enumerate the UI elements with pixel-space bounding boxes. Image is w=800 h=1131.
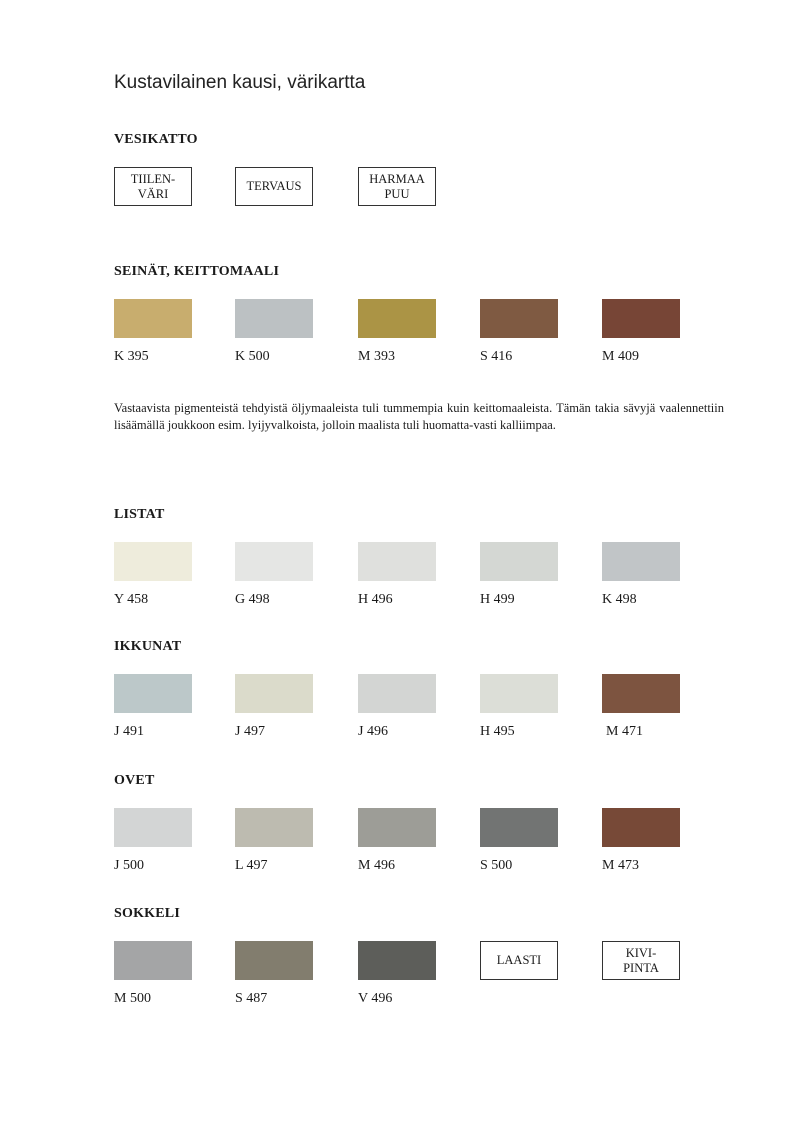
label-box: LAASTI [480,941,558,980]
vesikatto-item-tervaus [235,167,313,206]
color-chip [602,542,680,608]
vesikatto-row [114,167,694,237]
color-code: K 395 [114,349,149,364]
color-code: K 500 [235,349,270,364]
color-swatch [114,674,192,713]
color-chip [114,941,192,1007]
color-code: J 497 [235,724,265,739]
label-box: KIVI- PINTA [602,941,680,980]
color-code: M 500 [114,991,151,1006]
color-chip [358,941,436,1007]
color-chip [235,941,313,1007]
ovet-row [114,808,694,878]
color-code: J 496 [358,724,388,739]
color-code: S 416 [480,349,513,364]
section-heading-seinat: SEINÄT, KEITTOMAALI [114,264,280,279]
color-code: H 495 [480,724,515,739]
color-code: J 500 [114,858,144,873]
color-swatch [602,542,680,581]
color-chip [114,808,192,874]
color-chip [114,674,192,740]
color-swatch [480,299,558,338]
page-title: Kustavilainen kausi, värikartta [114,72,366,93]
color-code: S 487 [235,991,268,1006]
color-swatch [114,941,192,980]
section-heading-listat: LISTAT [114,507,165,522]
color-code: M 393 [358,349,395,364]
color-chip [235,808,313,874]
color-swatch [235,674,313,713]
color-swatch [114,808,192,847]
section-heading-vesikatto: VESIKATTO [114,132,198,147]
ikkunat-row [114,674,694,744]
sokkeli-row [114,941,694,1011]
color-chip [480,542,558,608]
vesikatto-item-harmaa-puu [358,167,436,206]
color-swatch [602,299,680,338]
section-heading-sokkeli: SOKKELI [114,906,180,921]
color-swatch [235,542,313,581]
color-code: H 499 [480,592,515,607]
color-swatch [114,542,192,581]
color-chip [358,542,436,608]
color-swatch [480,542,558,581]
color-chip [114,299,192,365]
color-swatch [235,941,313,980]
color-chip [602,299,680,365]
color-chip [480,808,558,874]
color-chip [602,674,680,740]
section-heading-ikkunat: IKKUNAT [114,639,182,654]
color-code: L 497 [235,858,268,873]
color-chip [358,674,436,740]
seinat-row [114,299,694,369]
label-box: HARMAA PUU [358,167,436,206]
color-swatch [480,674,558,713]
color-chip [235,299,313,365]
color-code: Y 458 [114,592,149,607]
color-chip [235,542,313,608]
section-heading-ovet: OVET [114,773,155,788]
color-swatch [480,808,558,847]
color-swatch [358,542,436,581]
color-chip [480,674,558,740]
color-code: J 491 [114,724,144,739]
color-swatch [358,808,436,847]
color-chip [480,299,558,365]
color-code: K 498 [602,592,637,607]
color-chip [358,808,436,874]
color-swatch [235,299,313,338]
label-box: TERVAUS [235,167,313,206]
sokkeli-item-laasti [480,941,558,980]
color-swatch [235,808,313,847]
color-code: S 500 [480,858,513,873]
color-code: M 409 [602,349,639,364]
color-code: G 498 [235,592,270,607]
color-code: H 496 [358,592,393,607]
color-code: M 473 [602,858,639,873]
color-swatch [358,299,436,338]
color-code: M 496 [358,858,395,873]
description-paragraph: Vastaavista pigmenteistä tehdyistä öljymaaleista tuli tummempia kuin keittomaaleista. Tämän takia sävyjä vaalennettiin lisäämällä joukkoon esim. lyijyvalkoista, jolloin maalista tuli huomatta-vasti kalliimpaa. [114,401,724,432]
color-chip [602,808,680,874]
listat-row [114,542,694,612]
sokkeli-item-kivipinta [602,941,680,980]
color-code: M 471 [606,724,643,739]
color-swatch [358,941,436,980]
color-chip [235,674,313,740]
vesikatto-item-tiilenvari [114,167,192,206]
color-chip [114,542,192,608]
color-swatch [602,808,680,847]
color-swatch [602,674,680,713]
color-chip [358,299,436,365]
color-swatch [114,299,192,338]
color-swatch [358,674,436,713]
label-box: TIILEN- VÄRI [114,167,192,206]
color-code: V 496 [358,991,393,1006]
